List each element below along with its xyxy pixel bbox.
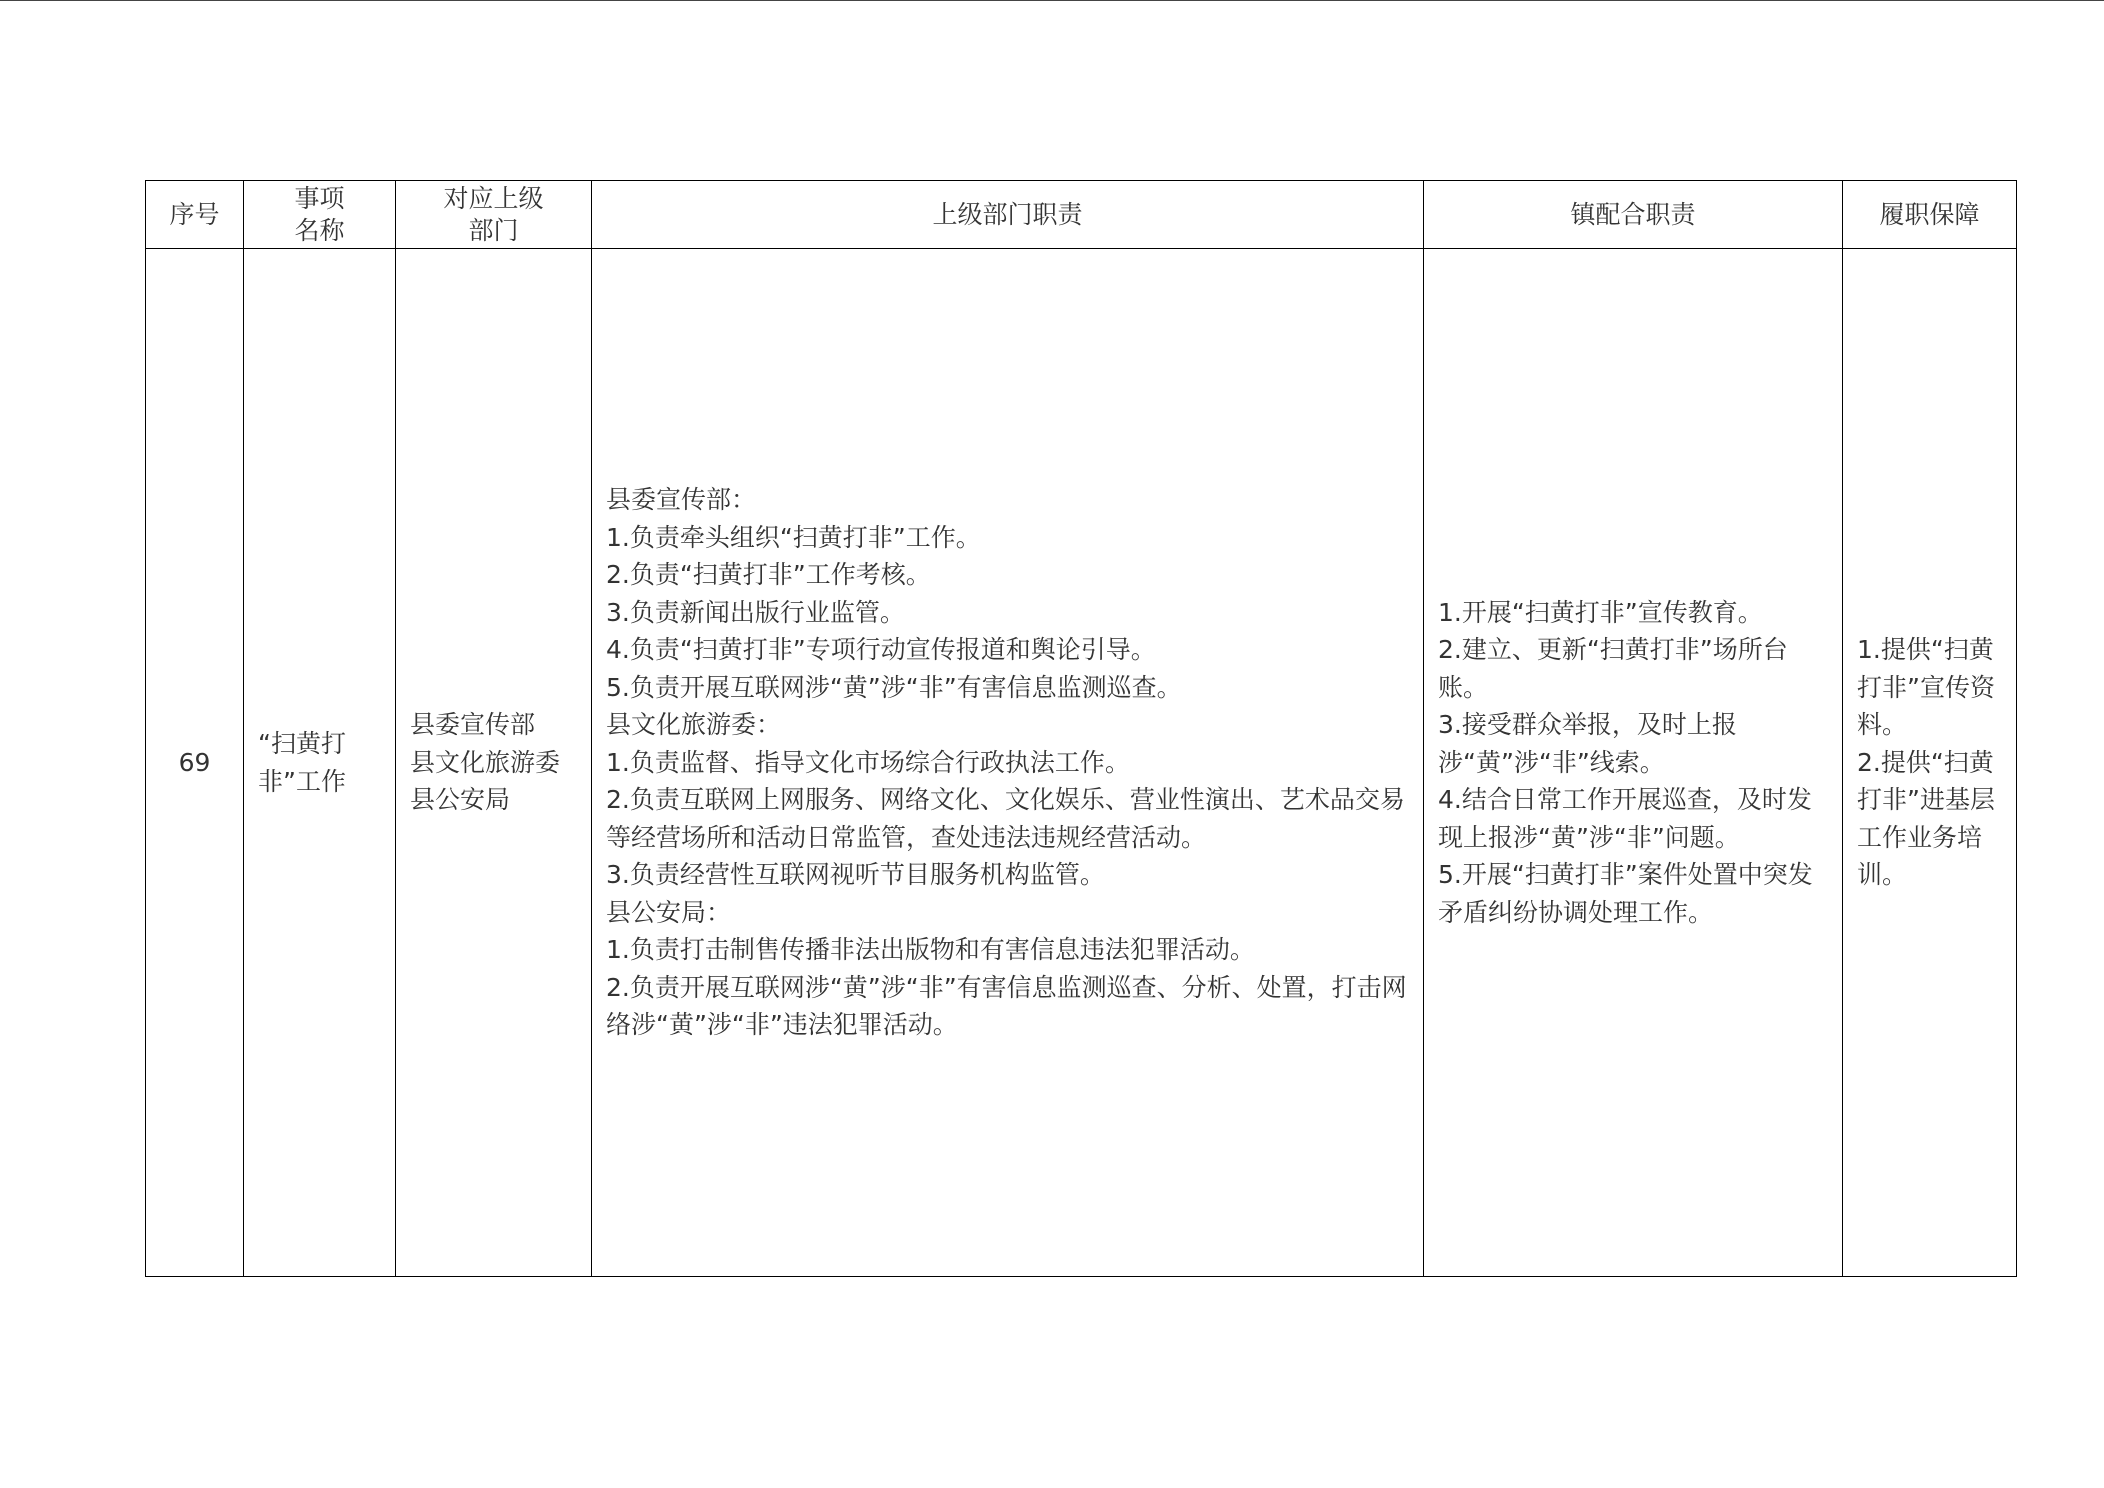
duty-line: 1.负责牵头组织“扫黄打非”工作。 xyxy=(606,522,981,552)
row-superior-duties xyxy=(592,249,1424,1277)
header-item-name-line2: 名称 xyxy=(294,215,345,245)
page-top-border xyxy=(0,0,2104,1)
duty-line: 4.负责“扫黄打非”专项行动宣传报道和舆论引导。 xyxy=(606,635,1156,665)
duty-table xyxy=(145,180,2017,1277)
town-duty-line: 1.开展“扫黄打非”宣传教育。 xyxy=(1438,597,1763,627)
department-line: 县文化旅游委 xyxy=(410,747,561,777)
guarantee-line: 1.提供“扫黄打非”宣传资料。 xyxy=(1857,635,1995,740)
duty-line: 县委宣传部： xyxy=(606,485,757,515)
town-duty-line: 3.接受群众举报，及时上报涉“黄”涉“非”线索。 xyxy=(1438,710,1737,777)
duty-line: 3.负责经营性互联网视听节目服务机构监管。 xyxy=(606,860,1105,890)
header-item-name-line1: 事项 xyxy=(294,183,345,213)
town-duty-line: 5.开展“扫黄打非”案件处置中突发矛盾纠纷协调处理工作。 xyxy=(1438,860,1813,927)
row-item-name: “扫黄打非”工作 xyxy=(244,249,396,1277)
department-line: 县委宣传部 xyxy=(410,710,536,740)
duty-line: 县公安局： xyxy=(606,897,732,927)
row-guarantee xyxy=(1843,249,2017,1277)
duty-line: 1.负责监督、指导文化市场综合行政执法工作。 xyxy=(606,747,1130,777)
guarantee-line: 2.提供“扫黄打非”进基层工作业务培训。 xyxy=(1857,747,1995,890)
town-duty-line: 2.建立、更新“扫黄打非”场所台账。 xyxy=(1438,635,1788,702)
header-department-line1: 对应上级 xyxy=(443,183,544,213)
duty-line: 2.负责开展互联网涉“黄”涉“非”有害信息监测巡查、分析、处置，打击网络涉“黄”涉“非”违法犯罪活动。 xyxy=(606,972,1407,1040)
header-guarantee: 履职保障 xyxy=(1843,181,2017,249)
header-department xyxy=(396,181,592,249)
header-town-duties: 镇配合职责 xyxy=(1424,181,1843,249)
row-departments xyxy=(396,249,592,1277)
header-department-line2: 部门 xyxy=(468,215,519,245)
town-duty-line: 4.结合日常工作开展巡查，及时发现上报涉“黄”涉“非”问题。 xyxy=(1438,785,1812,852)
duty-line: 1.负责打击制售传播非法出版物和有害信息违法犯罪活动。 xyxy=(606,935,1255,965)
header-superior-duties: 上级部门职责 xyxy=(592,181,1424,249)
duty-line: 县文化旅游委： xyxy=(606,710,782,740)
duty-line: 3.负责新闻出版行业监管。 xyxy=(606,597,905,627)
header-index: 序号 xyxy=(146,181,244,249)
header-row xyxy=(146,181,2017,249)
duty-line: 5.负责开展互联网涉“黄”涉“非”有害信息监测巡查。 xyxy=(606,672,1182,702)
row-index: 69 xyxy=(146,249,244,1277)
department-line: 县公安局 xyxy=(410,785,511,815)
row-town-duties xyxy=(1424,249,1843,1277)
duty-line: 2.负责互联网上网服务、网络文化、文化娱乐、营业性演出、艺术品交易等经营场所和活动日常监管，查处违法违规经营活动。 xyxy=(606,785,1405,852)
table-row xyxy=(146,249,2017,1277)
header-item-name xyxy=(244,181,396,249)
duty-line: 2.负责“扫黄打非”工作考核。 xyxy=(606,560,931,590)
